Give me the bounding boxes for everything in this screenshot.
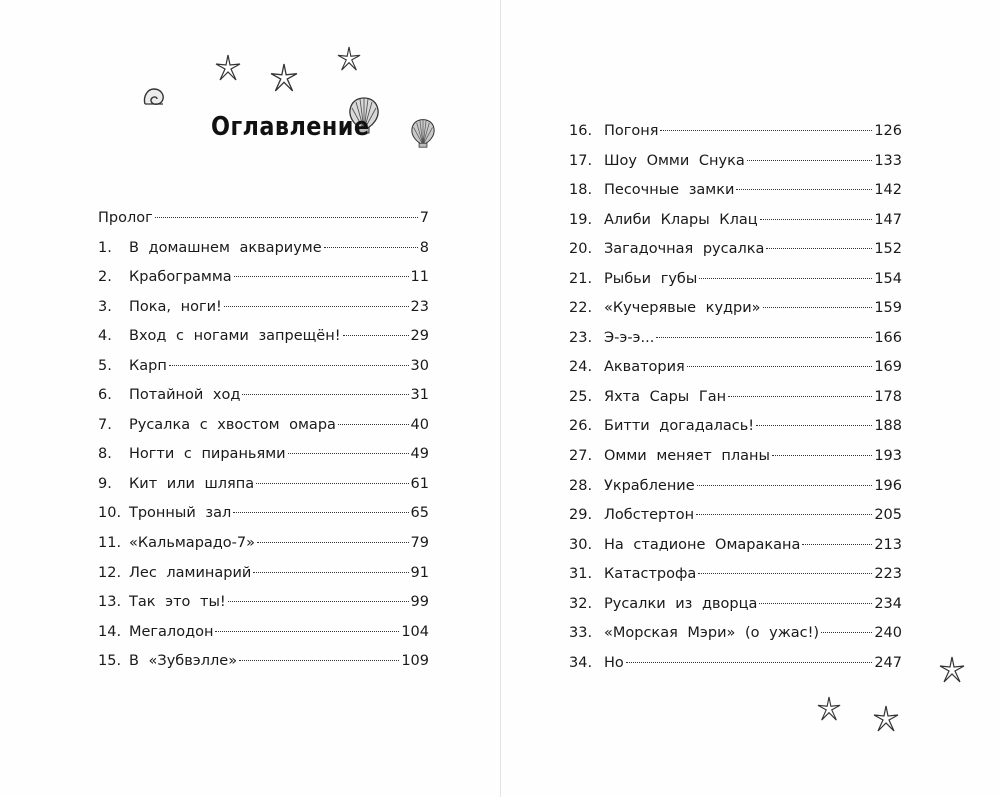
chapter-title: Катастрофа <box>604 566 697 583</box>
toc-entry <box>98 559 429 589</box>
chapter-number: 10. <box>98 505 122 522</box>
chapter-title: Кит или шляпа <box>129 475 255 492</box>
chapter-title: Пока, ноги! <box>129 298 222 315</box>
toc-entry <box>569 560 902 590</box>
chapter-title: Вход с ногами запрещён! <box>129 328 341 345</box>
dot-leader <box>257 542 409 543</box>
page-number: 11 <box>410 269 429 286</box>
page-number: 196 <box>874 477 902 494</box>
toc-entry <box>98 204 429 234</box>
page-number: 234 <box>874 595 902 612</box>
dot-leader <box>155 217 418 218</box>
dot-leader <box>760 219 873 220</box>
page-number: 109 <box>401 653 429 670</box>
toc-entry <box>569 501 902 531</box>
chapter-title: На стадионе Омаракана <box>604 536 801 553</box>
dot-leader <box>698 573 872 574</box>
page-number: 159 <box>874 300 902 317</box>
toc-entry <box>569 442 902 472</box>
toc-entry <box>98 618 429 648</box>
dot-leader <box>821 632 872 633</box>
dot-leader <box>763 307 873 308</box>
page-number: 152 <box>874 241 902 258</box>
dot-leader <box>169 365 409 366</box>
dot-leader <box>699 278 872 279</box>
chapter-number: 17. <box>569 152 593 169</box>
toc-entry <box>569 265 902 295</box>
chapter-number: 16. <box>569 123 593 139</box>
chapter-number: 7. <box>98 416 112 433</box>
chapter-title: Шоу Омми Снука <box>604 152 745 169</box>
chapter-title: Лобстертон <box>604 507 695 524</box>
chapter-number: 4. <box>98 328 112 345</box>
chapter-number: 30. <box>569 536 593 553</box>
toc-entry <box>98 263 429 293</box>
right-page <box>500 0 1001 797</box>
dot-leader <box>228 601 409 602</box>
chapter-title: В домашнем аквариуме <box>129 239 322 256</box>
toc-entry <box>569 412 902 442</box>
chapter-number: 21. <box>569 270 593 287</box>
page-number: 79 <box>410 535 429 552</box>
dot-leader <box>256 483 408 484</box>
toc-entry <box>569 472 902 502</box>
page-number: 169 <box>874 359 902 376</box>
page-number: 133 <box>874 152 902 169</box>
toc-entry <box>569 619 902 649</box>
toc-entry <box>98 322 429 352</box>
chapter-number: 33. <box>569 625 593 642</box>
dot-leader <box>687 366 873 367</box>
toc-entry <box>569 531 902 561</box>
chapter-title: В «Зубвэлле» <box>129 653 238 670</box>
dot-leader <box>324 247 418 248</box>
page-number: 99 <box>410 594 429 611</box>
chapter-number: 9. <box>98 475 112 492</box>
toc-entry <box>98 352 429 382</box>
page-number: 223 <box>874 566 902 583</box>
toc-entry <box>569 235 902 265</box>
chapter-number: 5. <box>98 357 112 374</box>
star-icon <box>873 703 899 735</box>
page-number: 40 <box>410 416 429 433</box>
page-number: 65 <box>410 505 429 522</box>
chapter-number: 18. <box>569 182 593 199</box>
page-number: 31 <box>410 387 429 404</box>
dot-leader <box>736 189 872 190</box>
page-number: 91 <box>410 564 429 581</box>
chapter-number: 27. <box>569 448 593 465</box>
dot-leader <box>215 631 399 632</box>
chapter-number: 23. <box>569 329 593 346</box>
page-number: 188 <box>874 418 902 435</box>
chapter-number: 26. <box>569 418 593 435</box>
chapter-number: 6. <box>98 387 112 404</box>
page-number: 154 <box>874 270 902 287</box>
chapter-number: 31. <box>569 566 593 583</box>
dot-leader <box>772 455 872 456</box>
chapter-number: 34. <box>569 654 593 671</box>
toc-entry <box>569 176 902 206</box>
page-title: Оглавление <box>211 112 370 142</box>
chapter-title: Э-э-э... <box>604 329 655 346</box>
dot-leader <box>660 130 872 131</box>
dot-leader <box>656 337 872 338</box>
toc-entry <box>98 499 429 529</box>
page-number: 147 <box>874 211 902 228</box>
left-page <box>0 0 500 797</box>
chapter-number: 3. <box>98 298 112 315</box>
star-icon <box>270 62 298 94</box>
chapter-title: Русалка с хвостом омара <box>129 416 336 433</box>
page-number: 23 <box>410 298 429 315</box>
page-number: 7 <box>419 210 429 226</box>
dot-leader <box>233 512 408 513</box>
toc-entry <box>569 590 902 620</box>
toc-entry <box>569 353 902 383</box>
chapter-number: 22. <box>569 300 593 317</box>
chapter-number: 20. <box>569 241 593 258</box>
chapter-title: Алиби Клары Клац <box>604 211 758 228</box>
chapter-title: Крабограмма <box>129 269 232 286</box>
dot-leader <box>696 514 872 515</box>
chapter-number: 24. <box>569 359 593 376</box>
toc-entry <box>569 383 902 413</box>
chapter-title: Мегалодон <box>129 623 214 640</box>
page-number: 205 <box>874 507 902 524</box>
page-number: 29 <box>410 328 429 345</box>
toc-entry <box>569 147 902 177</box>
dot-leader <box>747 160 873 161</box>
toc-entry <box>569 294 902 324</box>
chapter-title: Рыбьи губы <box>604 270 698 287</box>
chapter-title: Пролог <box>98 210 153 226</box>
toc-entry <box>98 234 429 264</box>
chapter-number: 29. <box>569 507 593 524</box>
chapter-number: 19. <box>569 211 593 228</box>
chapter-number: 28. <box>569 477 593 494</box>
dot-leader <box>626 662 873 663</box>
dot-leader <box>756 425 872 426</box>
dot-leader <box>343 335 409 336</box>
chapter-title: «Морская Мэри» (о ужас!) <box>604 625 820 642</box>
page-number: 142 <box>874 182 902 199</box>
chapter-title: Ногти с пираньями <box>129 446 286 463</box>
toc-list-left <box>98 204 429 677</box>
page-number: 49 <box>410 446 429 463</box>
page-number: 213 <box>874 536 902 553</box>
chapter-number: 15. <box>98 653 122 670</box>
chapter-title: Погоня <box>604 123 659 139</box>
page-number: 247 <box>874 654 902 671</box>
dot-leader <box>728 396 872 397</box>
chapter-number: 11. <box>98 535 122 552</box>
toc-entry <box>569 649 902 679</box>
page-number: 178 <box>874 388 902 405</box>
page-number: 30 <box>410 357 429 374</box>
chapter-number: 8. <box>98 446 112 463</box>
toc-entry <box>98 529 429 559</box>
toc-entry <box>98 381 429 411</box>
chapter-title: Карп <box>129 357 167 374</box>
chapter-title: «Кальмарадо-7» <box>129 535 256 552</box>
chapter-title: Омми меняет планы <box>604 448 770 465</box>
star-icon <box>337 46 361 72</box>
dot-leader <box>253 572 408 573</box>
chapter-title: Потайной ход <box>129 387 241 404</box>
dot-leader <box>239 660 399 661</box>
toc-entry <box>569 324 902 354</box>
dot-leader <box>802 544 872 545</box>
dot-leader <box>766 248 872 249</box>
page-number: 166 <box>874 329 902 346</box>
chapter-title: Битти догадалась! <box>604 418 755 435</box>
toc-entry <box>569 206 902 236</box>
toc-entry <box>98 293 429 323</box>
page-number: 8 <box>419 239 429 256</box>
page-number: 104 <box>401 623 429 640</box>
star-icon <box>939 655 965 685</box>
chapter-title: Но <box>604 654 624 671</box>
dot-leader <box>697 485 873 486</box>
dot-leader <box>242 394 408 395</box>
chapter-title: Загадочная русалка <box>604 241 765 258</box>
toc-entry <box>98 588 429 618</box>
toc-entry <box>98 647 429 677</box>
page-number: 193 <box>874 448 902 465</box>
chapter-title: Песочные замки <box>604 182 735 199</box>
star-icon <box>817 694 841 724</box>
dot-leader <box>338 424 409 425</box>
page-number: 61 <box>410 475 429 492</box>
dot-leader <box>234 276 409 277</box>
chapter-title: Тронный зал <box>129 505 232 522</box>
chapter-number: 1. <box>98 239 112 256</box>
chapter-number: 14. <box>98 623 122 640</box>
chapter-number: 25. <box>569 388 593 405</box>
chapter-title: Акватория <box>604 359 685 376</box>
toc-entry <box>98 411 429 441</box>
star-icon <box>215 54 241 82</box>
snail-shell-icon <box>142 86 166 108</box>
dot-leader <box>224 306 409 307</box>
scallop-shell-icon <box>408 118 438 148</box>
chapter-number: 2. <box>98 269 112 286</box>
chapter-title: Украбление <box>604 477 695 494</box>
chapter-number: 12. <box>98 564 122 581</box>
chapter-title: Русалки из дворца <box>604 595 758 612</box>
dot-leader <box>759 603 872 604</box>
toc-entry <box>98 470 429 500</box>
toc-entry <box>98 440 429 470</box>
chapter-title: Яхта Сары Ган <box>604 388 727 405</box>
toc-list-right <box>569 117 902 678</box>
dot-leader <box>288 453 409 454</box>
chapter-title: Лес ламинарий <box>129 564 252 581</box>
toc-entry <box>569 117 902 147</box>
chapter-title: «Кучерявые кудри» <box>604 300 761 317</box>
chapter-title: Так это ты! <box>129 594 226 611</box>
chapter-number: 32. <box>569 595 593 612</box>
page-number: 240 <box>874 625 902 642</box>
chapter-number: 13. <box>98 594 122 611</box>
page-number: 126 <box>874 123 902 139</box>
